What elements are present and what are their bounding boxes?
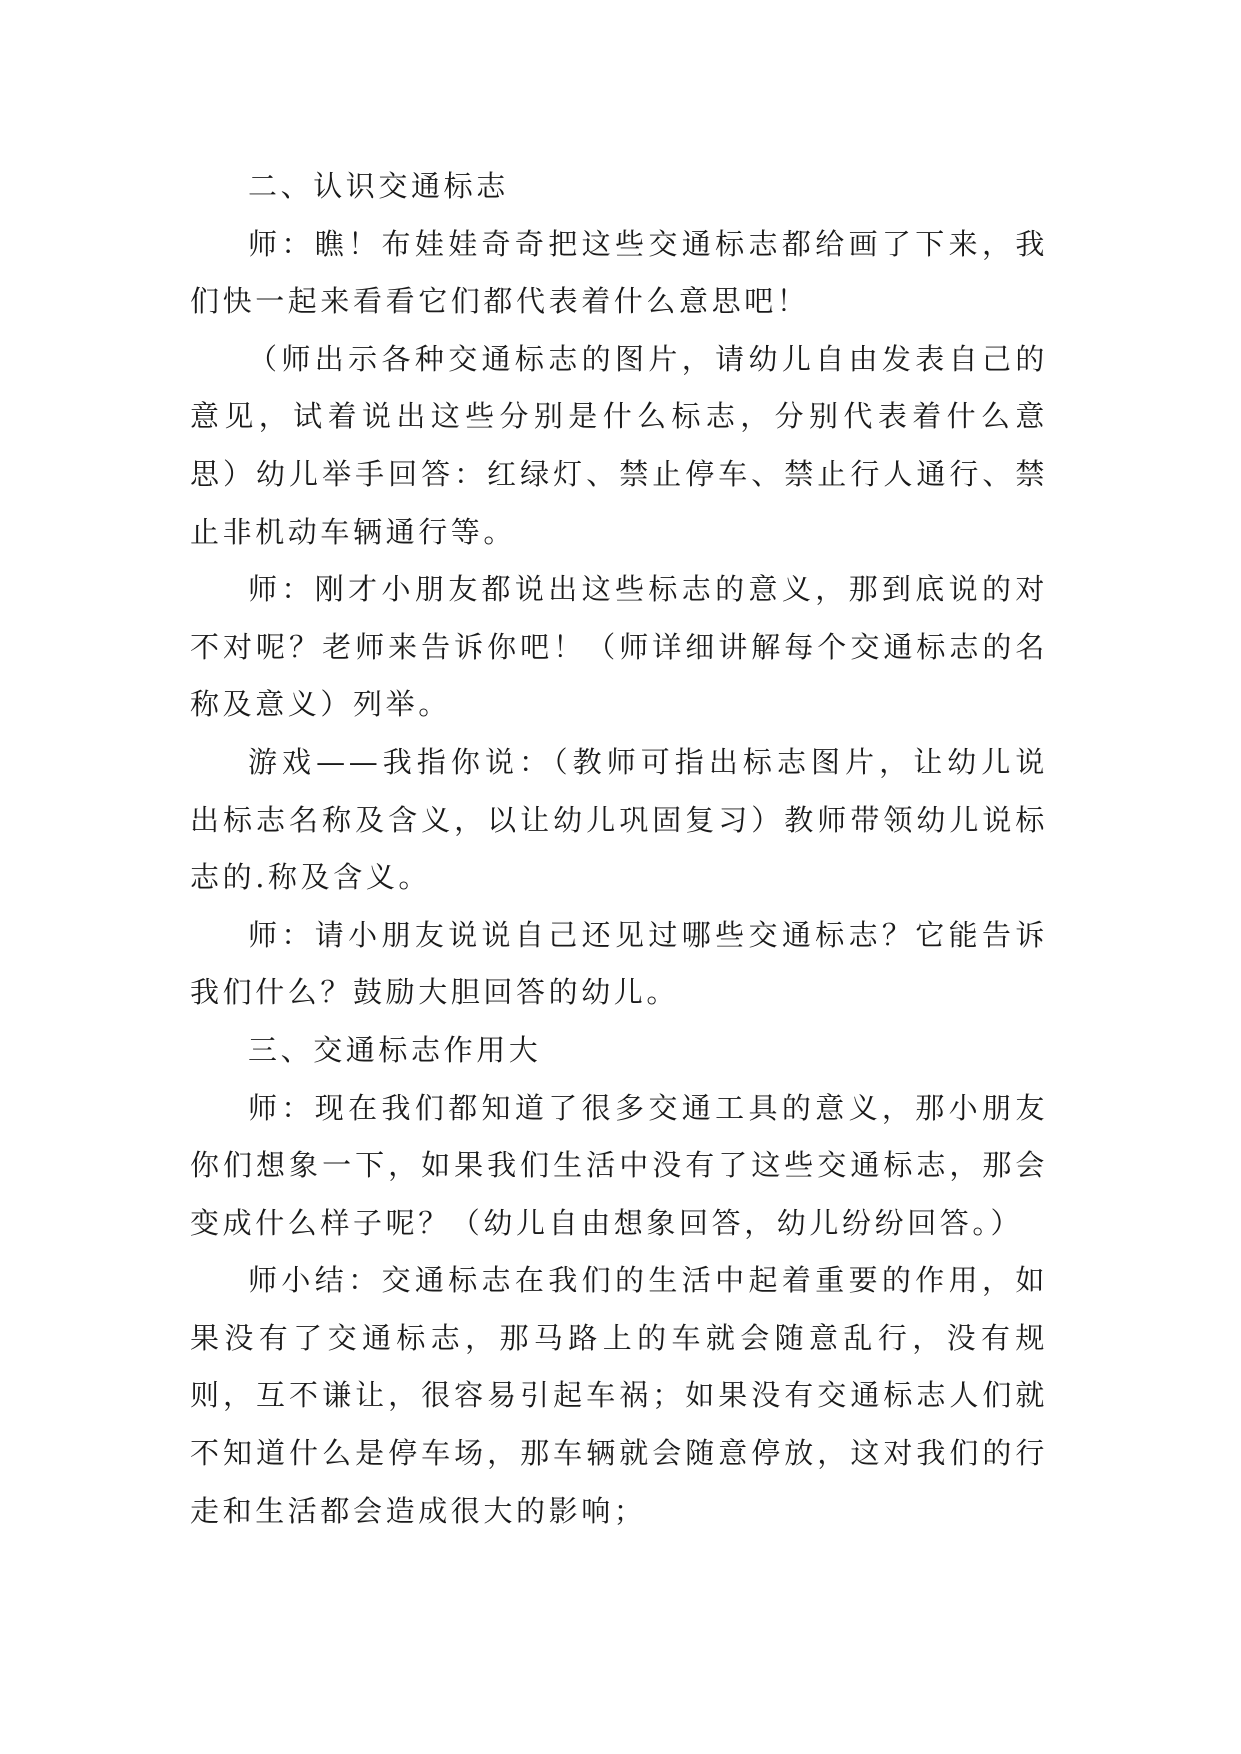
paragraph-show-pictures: （师出示各种交通标志的图片，请幼儿自由发表自己的意见，试着说出这些分别是什么标志，分别代表着什么意思）幼儿举手回答：红绿灯、禁止停车、禁止行人通行、禁止非机动车辆通行等。 <box>190 341 1048 549</box>
section-heading-sign-importance: 三、交通标志作用大 <box>248 1032 542 1067</box>
section-heading-recognize-signs: 二、认识交通标志 <box>248 169 509 203</box>
paragraph-teacher-ask: 师：请小朋友说说自己还见过哪些交通标志？它能告诉我们什么？鼓励大胆回答的幼儿。 <box>190 917 1048 1010</box>
paragraph-game: 游戏——我指你说：（教师可指出标志图片，让幼儿说出标志名称及含义，以让幼儿巩固复习）教师带领幼儿说标志的.称及含义。 <box>190 744 1048 895</box>
document-body <box>190 158 1048 1540</box>
paragraph-teacher-summary: 师小结：交通标志在我们的生活中起着重要的作用，如果没有了交通标志，那马路上的车就会随意乱行，没有规则，互不谦让，很容易引起车祸；如果没有交通标志人们就不知道什么是停车场，那车辆就会随意停放，这对我们的行走和生活都会造成很大的影响； <box>190 1263 1048 1528</box>
paragraph-teacher-look: 师：瞧！布娃娃奇奇把这些交通标志都给画了下来，我们快一起来看看它们都代表着什么意思吧！ <box>190 226 1048 319</box>
paragraph-teacher-imagine: 师：现在我们都知道了很多交通工具的意义，那小朋友你们想象一下，如果我们生活中没有了这些交通标志，那会变成什么样子呢？（幼儿自由想象回答，幼儿纷纷回答。） <box>190 1090 1048 1240</box>
paragraph-teacher-explain: 师：刚才小朋友都说出这些标志的意义，那到底说的对不对呢？老师来告诉你吧！（师详细讲解每个交通标志的名称及意义）列举。 <box>190 572 1048 722</box>
